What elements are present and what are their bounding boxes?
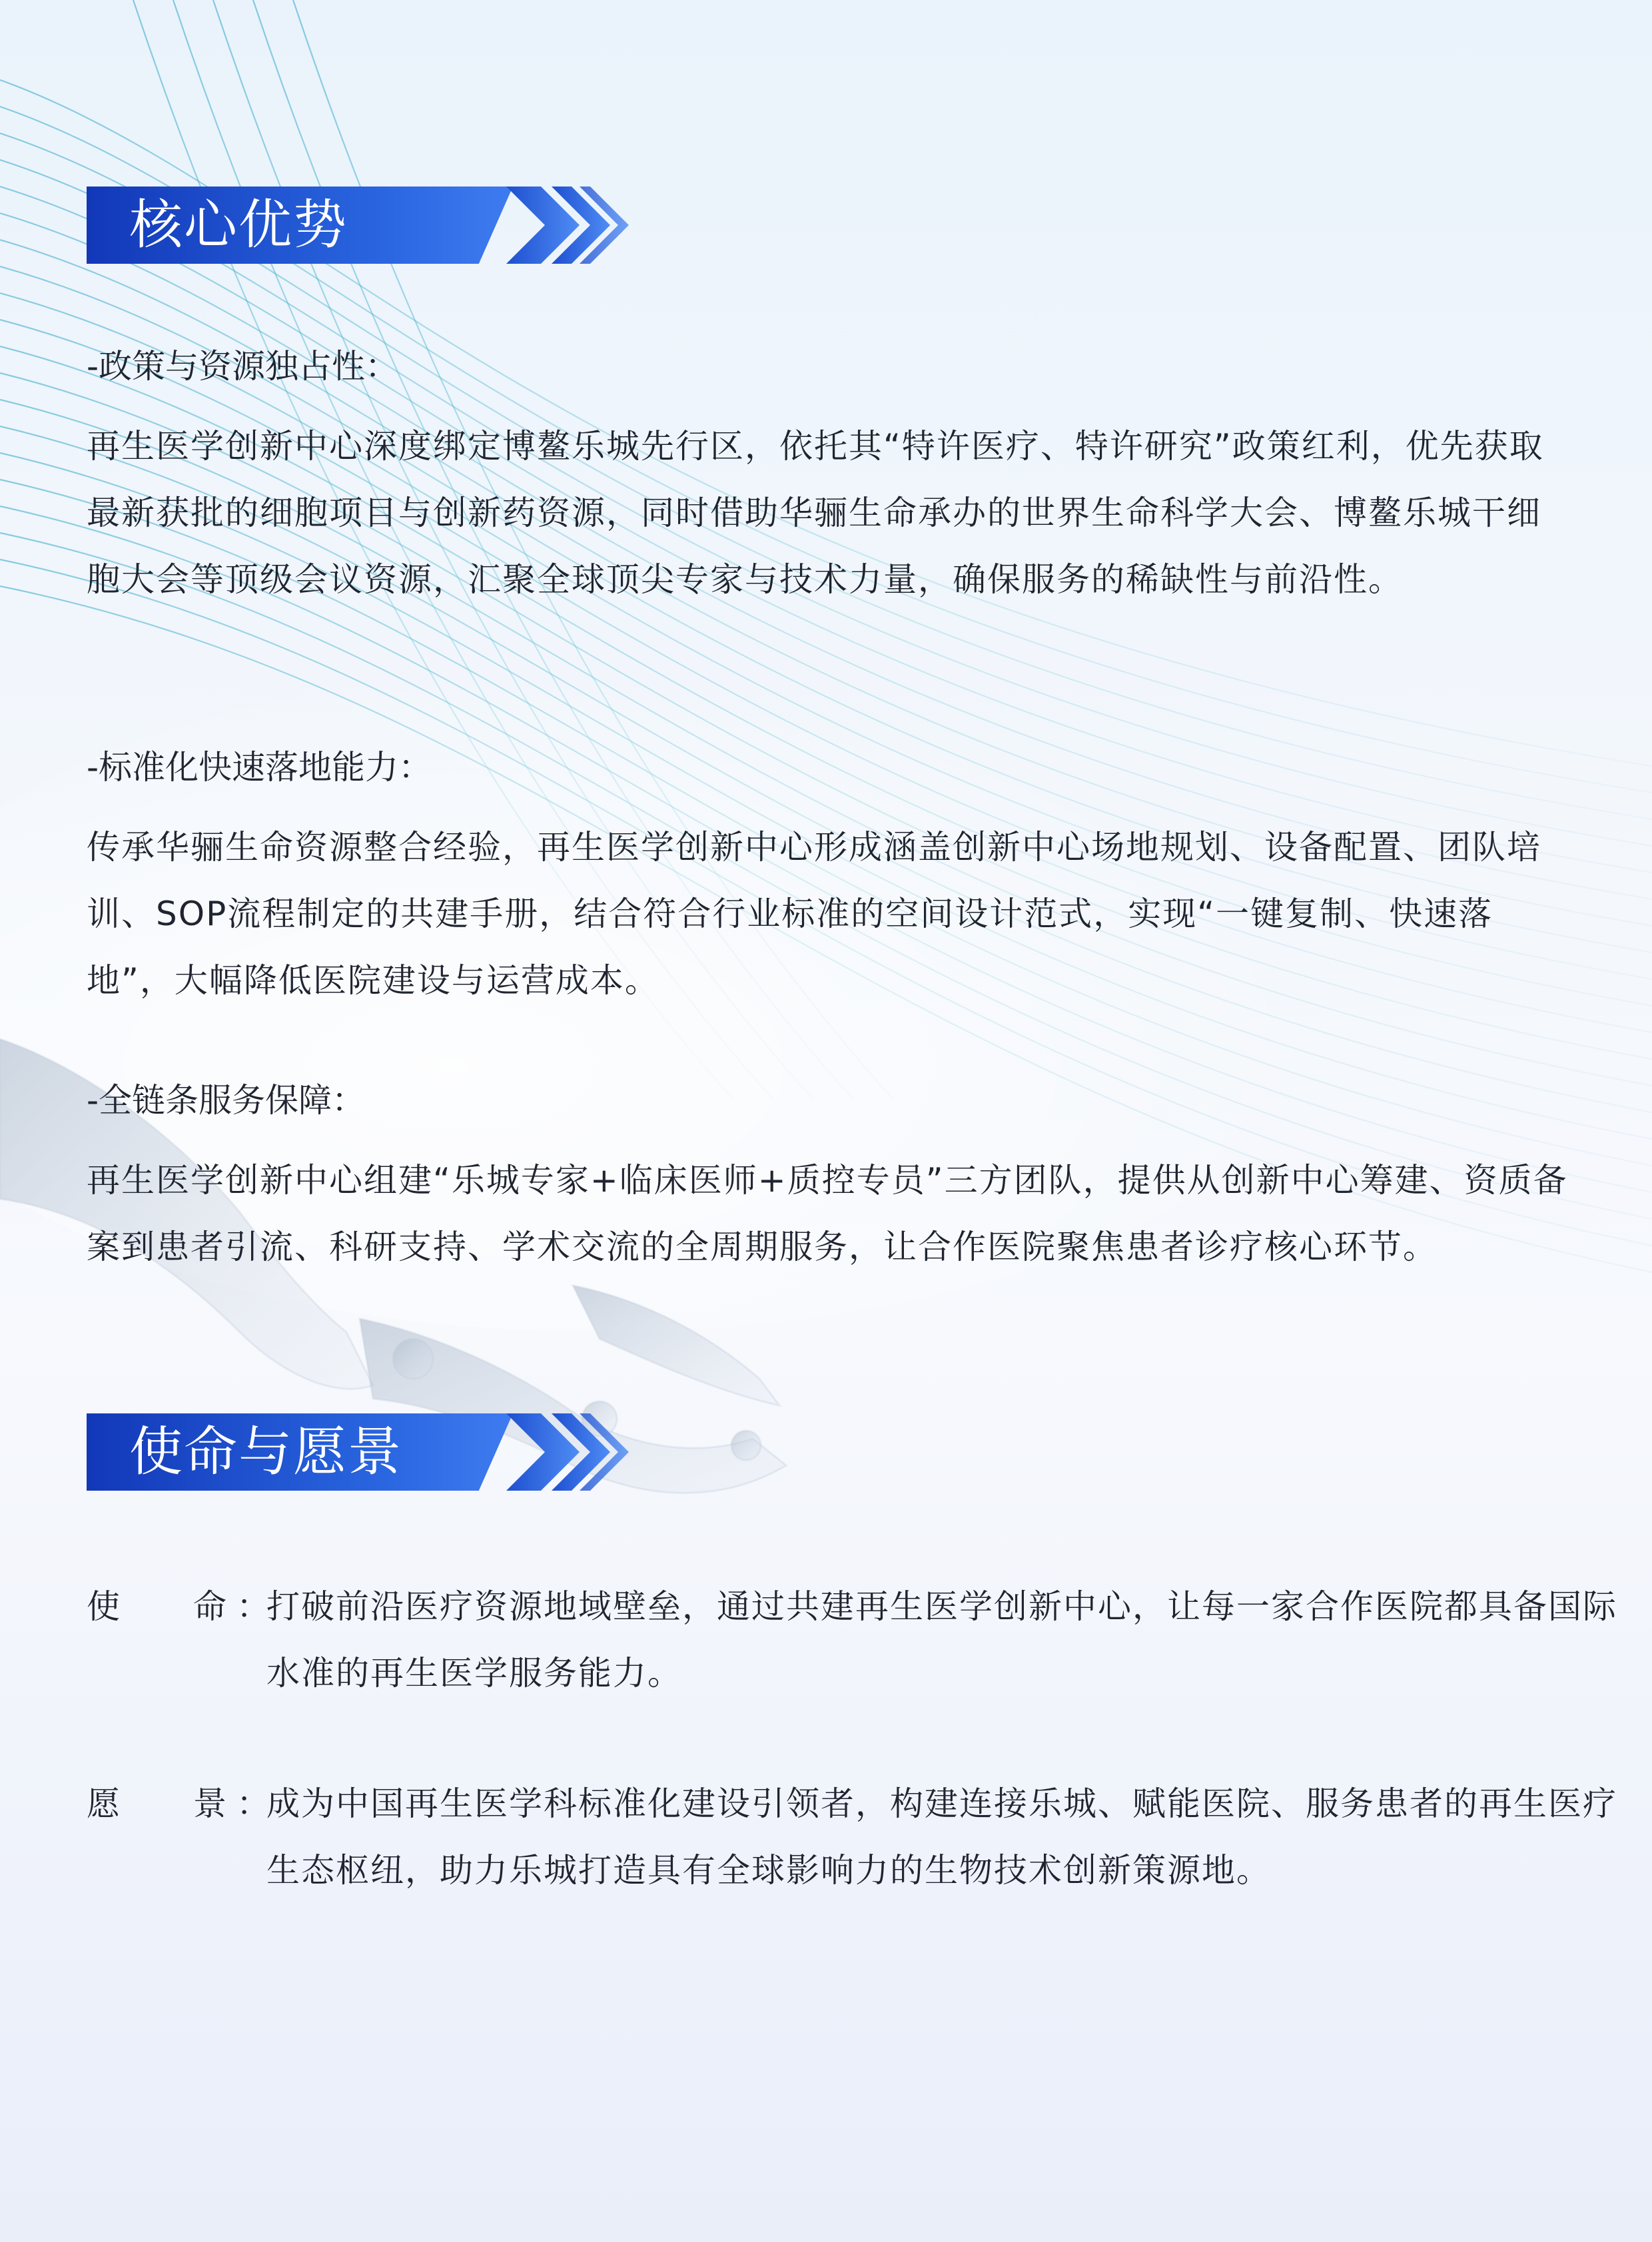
section-title: 核心优势	[129, 194, 348, 256]
label-char: 景	[193, 1784, 226, 1823]
item-body: 传承华骊生命资源整合经验，再生医学创新中心形成涵盖创新中心场地规划、设备配置、团队培训、SOP流程制定的共建手册，结合符合行业标准的空间设计范式，实现“一键复制、快速落地”，大幅降低医院建设与运营成本。	[87, 828, 1541, 1000]
advantage-item	[87, 747, 1572, 1014]
label-char: 命	[193, 1587, 226, 1626]
label-colon: ：	[236, 1784, 270, 1823]
advantage-item	[87, 1080, 1572, 1280]
item-body: 再生医学创新中心深度绑定博鳌乐城先行区，依托其“特许医疗、特许研究”政策红利，优先获取最新获批的细胞项目与创新药资源，同时借助华骊生命承办的世界生命科学大会、博鳌乐城干细胞大会等顶级会议资源，汇聚全球顶尖专家与技术力量，确保服务的稀缺性与前沿性。	[87, 427, 1544, 599]
item-title: -全链条服务保障：	[87, 1081, 366, 1120]
vision-text: 成为中国再生医学科标准化建设引领者，构建连接乐城、赋能医院、服务患者的再生医疗生态枢纽，助力乐城打造具有全球影响力的生物技术创新策源地。	[266, 1784, 1617, 1890]
double-chevron-right-icon	[480, 1413, 639, 1491]
advantage-item	[87, 346, 1572, 613]
mission-label	[87, 1573, 270, 1640]
section-header-mission-vision	[87, 1413, 553, 1491]
mission-text: 打破前沿医疗资源地域壁垒，通过共建再生医学创新中心，让每一家合作医院都具备国际水准的再生医学服务能力。	[266, 1587, 1617, 1692]
label-colon: ：	[236, 1587, 270, 1626]
vision-label	[87, 1770, 270, 1837]
item-title: -标准化快速落地能力：	[87, 748, 432, 787]
section-title: 使命与愿景	[129, 1421, 402, 1483]
double-chevron-right-icon	[480, 187, 639, 264]
item-body: 再生医学创新中心组建“乐城专家+临床医师+质控专员”三方团队，提供从创新中心筹建、资质备案到患者引流、科研支持、学术交流的全周期服务，让合作医院聚焦患者诊疗核心环节。	[87, 1161, 1568, 1266]
label-char: 使	[87, 1587, 120, 1626]
label-char: 愿	[87, 1784, 120, 1823]
item-title: -政策与资源独占性：	[87, 347, 399, 386]
section-header-advantages	[87, 187, 553, 264]
